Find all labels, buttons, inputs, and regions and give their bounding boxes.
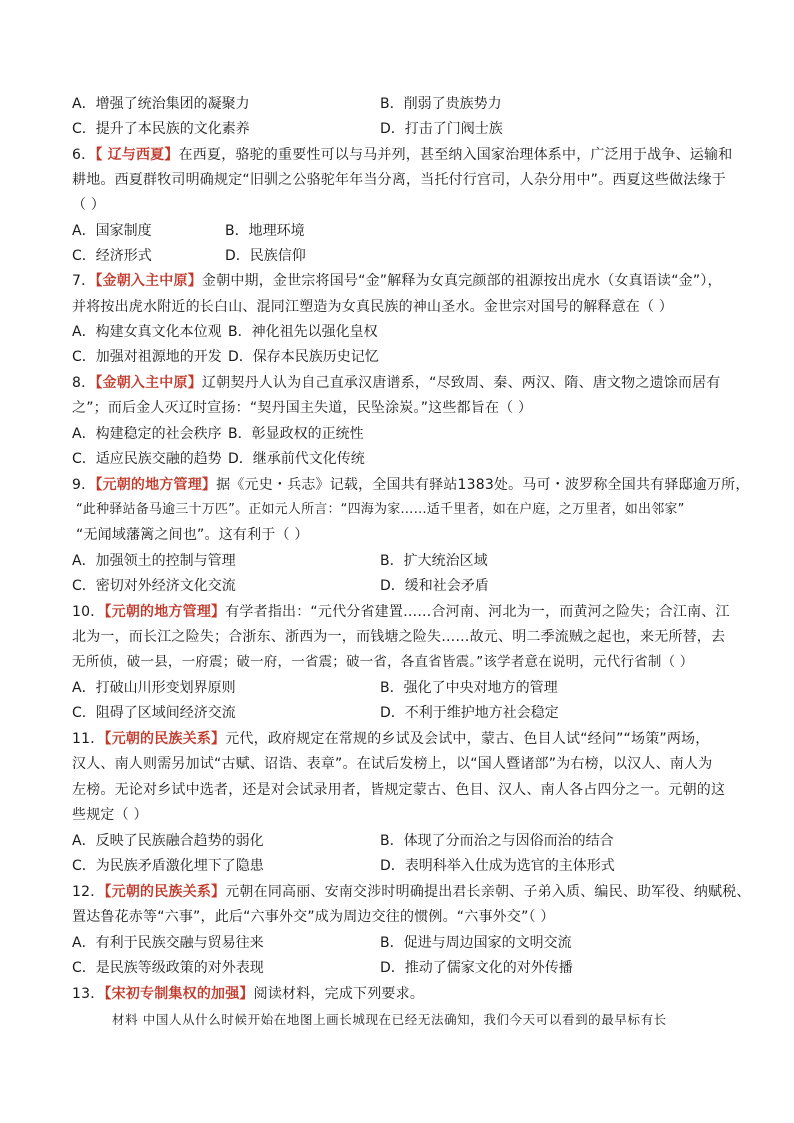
q10-stem-line-2: 北为一，而长江之险失；合浙东、浙西为一，而钱塘之险失……故元、明二季流贼之起也，来无所替，去 xyxy=(72,629,726,645)
q10-option-c[interactable]: C．阻碍了区域间经济交流 xyxy=(72,705,236,721)
q11-stem-text-1: 元代，政府规定在常规的乡试及会试中，蒙古、色目人试“经问”“场策”两场， xyxy=(225,731,710,747)
q10-stem-text-1: 有学者指出：“元代分省建置……合河南、河北为一，而黄河之险失；合江南、江 xyxy=(225,604,730,620)
q8-topic-tag: 【金朝入主中原】 xyxy=(95,375,202,391)
q10-topic-tag: 【元朝的地方管理】 xyxy=(104,604,226,620)
q9-option-d[interactable]: D．缓和社会矛盾 xyxy=(380,578,489,594)
q8-option-b[interactable]: B．彰显政权的正统性 xyxy=(228,426,364,442)
q6-number: 6． xyxy=(72,147,96,163)
q7-option-a[interactable]: A．构建女真文化本位观 xyxy=(72,324,222,340)
q12-option-a[interactable]: A．有利于民族交融与贸易往来 xyxy=(72,935,264,951)
q12-option-b[interactable]: B．促进与周边国家的文明交流 xyxy=(380,935,572,951)
q9-stem-line-3: “无闻域藩篱之间也”。这有利于（ ） xyxy=(76,527,309,543)
q9-stem-line-1 xyxy=(72,475,750,495)
q7-option-d[interactable]: D．保存本民族历史记忆 xyxy=(228,349,379,365)
q9-number: 9． xyxy=(72,477,96,493)
q12-stem-text-1: 元朝在同高丽、安南交涉时明确提出君长亲朝、子弟入质、编民、助军役、纳赋税、 xyxy=(225,884,751,900)
q7-number: 7． xyxy=(72,273,96,289)
q10-option-d[interactable]: D．不利于维护地方社会稳定 xyxy=(380,705,559,721)
q9-topic-tag: 【元朝的地方管理】 xyxy=(95,477,217,493)
q12-stem-line-1 xyxy=(72,882,751,902)
q10-stem-line-3: 无所侦，破一县，一府震；破一府，一省震；破一省，各直省皆震。”该学者意在说明，元代行省制（ ） xyxy=(72,654,694,670)
q9-stem-line-2: “此种驿站备马逾三十万匹”。正如元人所言：“四海为家……适千里者，如在户庭，之万里者，如出邻家” xyxy=(76,502,685,517)
q13-topic-tag: 【宋初专制集权的加强】 xyxy=(104,986,254,1002)
q13-stem-text-1: 阅读材料，完成下列要求。 xyxy=(253,986,425,1002)
q5-option-b[interactable]: B．削弱了贵族势力 xyxy=(380,96,502,112)
q6-stem-text-1: 在西夏，骆驼的重要性可以与马并列，甚至纳入国家治理体系中，广泛用于战争、运输和 xyxy=(178,147,733,163)
q9-option-b[interactable]: B．扩大统治区域 xyxy=(380,553,488,569)
q8-stem-line-1 xyxy=(72,373,732,393)
q12-option-d[interactable]: D．推动了儒家文化的对外传播 xyxy=(380,960,573,976)
q7-option-b[interactable]: B．神化祖先以强化皇权 xyxy=(228,324,378,340)
q6-stem-line-3: （ ） xyxy=(72,197,106,213)
q11-option-c[interactable]: C．为民族矛盾激化埋下了隐患 xyxy=(72,858,264,874)
q5-option-c[interactable]: C．提升了本民族的文化素养 xyxy=(72,121,250,137)
q5-option-d[interactable]: D．打击了门阀士族 xyxy=(380,121,503,137)
q8-stem-text-1: 辽朝契丹人认为自己直承汉唐谱系，“尽致周、秦、两汉、隋、唐文物之遗馀而居有 xyxy=(201,375,721,391)
q11-stem-line-4: 些规定（ ） xyxy=(72,807,148,823)
q7-stem-text-1: 金朝中期，金世宗将国号“金”解释为女真完颜部的祖源按出虎水（女真语读“金”）， xyxy=(201,273,722,289)
q13-number: 13． xyxy=(72,986,105,1002)
q6-option-b[interactable]: B．地理环境 xyxy=(225,223,305,239)
q7-stem-line-1 xyxy=(72,271,732,291)
q8-option-a[interactable]: A．构建稳定的社会秩序 xyxy=(72,426,222,442)
q12-option-c[interactable]: C．是民族等级政策的对外表现 xyxy=(72,960,264,976)
q7-stem-line-2: 并将按出虎水附近的长白山、混同江塑造为女真民族的神山圣水。金世宗对国号的解释意在（ ） xyxy=(72,299,674,315)
q7-topic-tag: 【金朝入主中原】 xyxy=(95,273,202,289)
q11-topic-tag: 【元朝的民族关系】 xyxy=(104,731,226,747)
q9-stem-text-1: 据《元史・兵志》记载，全国共有驿站1383处。马可・波罗称全国共有驿邸逾万所， xyxy=(216,477,750,493)
q8-number: 8． xyxy=(72,375,96,391)
q12-number: 12． xyxy=(72,884,105,900)
q11-stem-line-1 xyxy=(72,729,732,749)
q7-option-c[interactable]: C．加强对祖源地的开发 xyxy=(72,349,222,365)
q11-number: 11． xyxy=(72,731,105,747)
q10-stem-line-1 xyxy=(72,602,732,622)
q6-stem-line-2: 耕地。西夏群牧司明确规定“旧驯之公骆驼年年当分离，当托付行宫司，人杂分用中”。西夏这些做法缘于 xyxy=(72,172,726,188)
q11-option-b[interactable]: B．体现了分而治之与因俗而治的结合 xyxy=(380,833,614,849)
q9-option-a[interactable]: A．加强领土的控制与管理 xyxy=(72,553,236,569)
q8-option-c[interactable]: C．适应民族交融的趋势 xyxy=(72,451,222,467)
q6-option-c[interactable]: C．经济形式 xyxy=(72,248,152,264)
q6-option-d[interactable]: D．民族信仰 xyxy=(225,248,306,264)
q9-option-c[interactable]: C．密切对外经济文化交流 xyxy=(72,578,236,594)
q11-option-a[interactable]: A．反映了民族融合趋势的弱化 xyxy=(72,833,264,849)
q11-stem-line-2: 汉人、南人则需另加试“古赋、诏诰、表章”。在试后发榜上，以“国人暨诸部”为右榜，以汉人、南人为 xyxy=(72,756,713,772)
q6-option-a[interactable]: A．国家制度 xyxy=(72,223,152,239)
q10-option-b[interactable]: B．强化了中央对地方的管理 xyxy=(380,680,558,696)
q6-topic-tag: 【 辽与西夏】 xyxy=(95,147,179,163)
q6-stem-line-1 xyxy=(72,145,732,165)
q10-option-a[interactable]: A．打破山川形变划界原则 xyxy=(72,680,236,696)
q11-stem-line-3: 左榜。无论对乡试中选者，还是对会试录用者，皆规定蒙古、色目、汉人、南人各占四分之一。元朝的这 xyxy=(72,782,726,798)
q5-option-a[interactable]: A．增强了统治集团的凝聚力 xyxy=(72,96,250,112)
q12-topic-tag: 【元朝的民族关系】 xyxy=(104,884,226,900)
q11-option-d[interactable]: D．表明科举入仕成为选官的主体形式 xyxy=(380,858,615,874)
q12-stem-line-2: 置达鲁花赤等“六事”，此后“六事外交”成为周边交往的惯例。“六事外交”（ ） xyxy=(72,909,555,925)
q10-number: 10． xyxy=(72,604,105,620)
q13-stem-line-1 xyxy=(72,984,732,1004)
q13-material-text: 材料 中国人从什么时候开始在地图上画长城现在已经无法确知，我们今天可以看到的最早标有长 xyxy=(112,1012,667,1027)
q8-option-d[interactable]: D．继承前代文化传统 xyxy=(228,451,365,467)
q8-stem-line-2: 之”；而后金人灭辽时宣扬：“契丹国主失道，民坠涂炭。”这些都旨在（ ） xyxy=(72,400,533,416)
